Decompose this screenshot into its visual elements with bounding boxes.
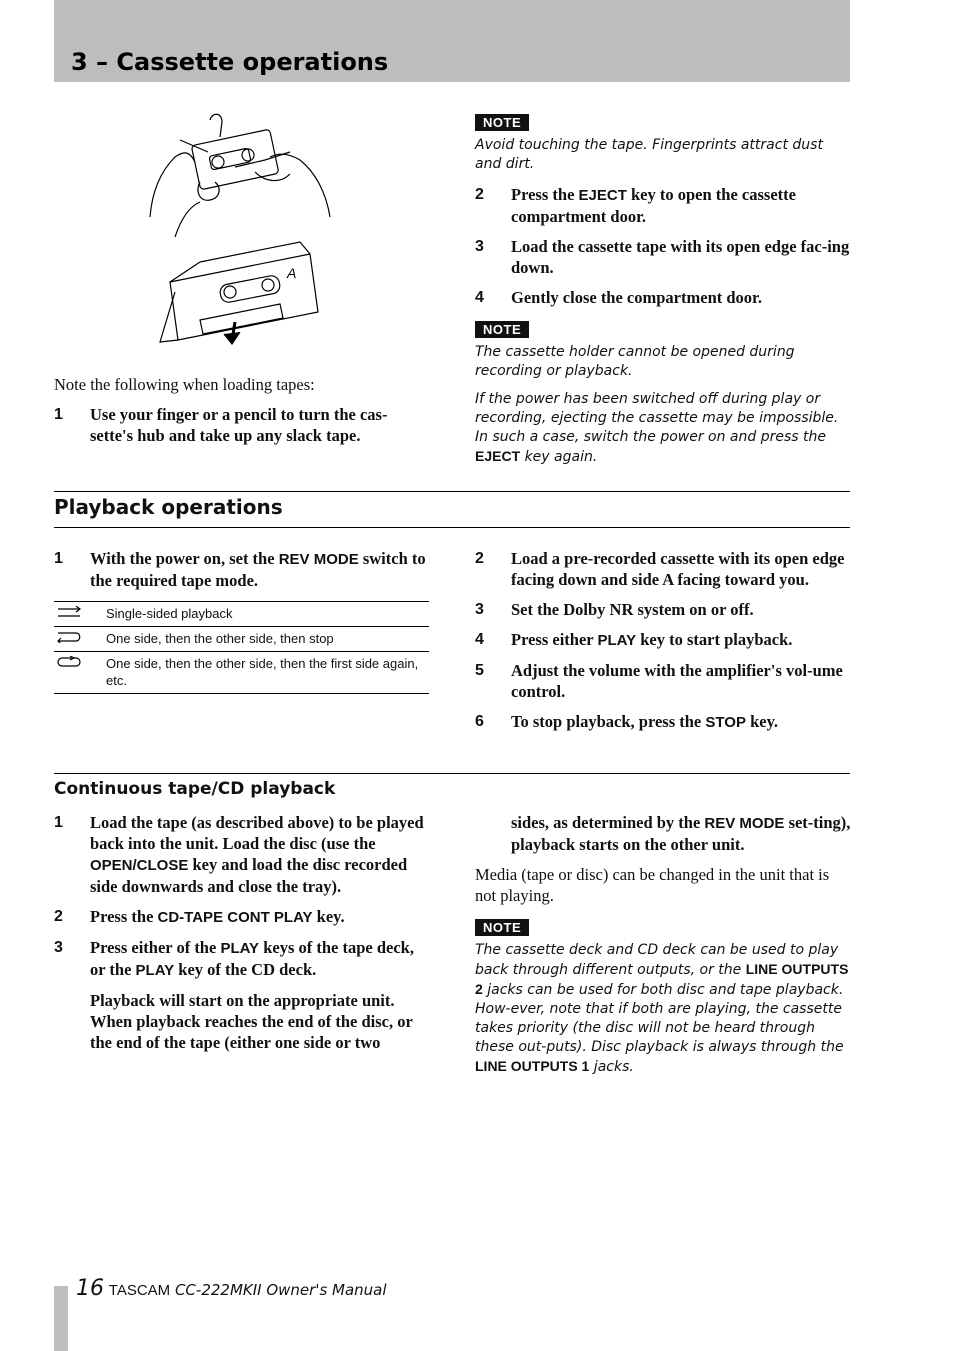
- step-text: Adjust the volume with the amplifier's vol-ume control.: [511, 661, 843, 701]
- step-text: Playback will start on the appropriate unit. When playback reaches the end of the disc, or the end of the tape (either one side or two: [90, 991, 413, 1052]
- rev-mode-table: [54, 601, 429, 694]
- table-row: [54, 652, 429, 694]
- playback-step-3: [475, 599, 850, 620]
- step-text: Use your finger or a pencil to turn the cas-sette's hub and take up any slack tape.: [90, 405, 388, 445]
- step-text: To stop playback, press the: [511, 712, 706, 731]
- top-left-column: [54, 374, 429, 446]
- play-key-label: PLAY: [135, 962, 175, 979]
- step-number: 2: [475, 186, 484, 203]
- section-rule: [54, 491, 850, 492]
- top-right-column: [475, 114, 850, 467]
- loading-step-4: [475, 287, 850, 308]
- footer: [76, 1276, 387, 1301]
- single-side-icon: [56, 606, 82, 618]
- continuous-right-column: [475, 812, 853, 1077]
- step-text: Press the: [511, 185, 579, 204]
- step-text: set-ting), playback starts on the other unit.: [511, 813, 851, 854]
- step-text: key and load the disc recorded side downwards and close the tray).: [90, 855, 408, 896]
- side-a-label: A: [287, 265, 297, 281]
- step-number: 6: [475, 713, 484, 730]
- step-text: Load the cassette tape with its open edge fac-ing down.: [511, 237, 850, 277]
- open-close-key-label: OPEN/CLOSE: [90, 857, 189, 874]
- mode-description: One side, then the other side, then the first side again, etc.: [106, 652, 429, 694]
- cassette-loading-illustration: [140, 112, 340, 352]
- section-rule: [54, 773, 850, 774]
- step-number: 3: [54, 939, 63, 956]
- loading-step-2: [475, 184, 850, 227]
- cd-tape-cont-play-key-label: CD-TAPE CONT PLAY: [157, 909, 313, 926]
- playback-step-1: [54, 548, 429, 591]
- note-text: The cassette deck and CD deck can be used to play back through different outputs, or the LINE OUTPUTS 2 jacks can be used for both disc and tape playback. How-ever, note that if both are playing, the cassette takes priority (the disc will not be heard through these out-puts). Disc playback is always through the LINE OUTPUTS 1 jacks.: [475, 942, 849, 1075]
- line-outputs-1-label: LINE OUTPUTS 1: [475, 1058, 590, 1074]
- step-number: 5: [475, 662, 484, 679]
- step-text: switch to the required tape mode.: [90, 549, 426, 590]
- continuous-step-3-continuation: [54, 990, 432, 1053]
- rev-mode-key-label: REV MODE: [278, 551, 359, 568]
- playback-section-title: Playback operations: [54, 495, 283, 519]
- stop-key-label: STOP: [705, 714, 746, 731]
- continuous-section-title: Continuous tape/CD playback: [54, 779, 336, 799]
- loading-step-1: [54, 404, 429, 446]
- continuous-step-3: [54, 937, 432, 981]
- step-text: key to start playback.: [636, 630, 793, 649]
- note-badge: NOTE: [475, 919, 529, 936]
- step-text: key.: [745, 712, 779, 731]
- eject-key-label: EJECT: [475, 448, 521, 464]
- step-text: key.: [312, 907, 345, 926]
- one-side-then-other-icon: [56, 631, 82, 643]
- step-number: 4: [475, 631, 484, 648]
- playback-step-5: [475, 660, 850, 702]
- playback-step-6: [475, 711, 850, 733]
- step-text: key of the CD deck.: [174, 960, 317, 979]
- step-text: Load a pre-recorded cassette with its open edge facing down and side A facing toward you.: [511, 549, 845, 589]
- step-number: 4: [475, 289, 484, 306]
- playback-left-column: [54, 548, 429, 694]
- step-number: 1: [54, 550, 63, 567]
- loading-step-3: [475, 236, 850, 278]
- mode-description: One side, then the other side, then stop: [106, 627, 429, 652]
- loading-intro: Note the following when loading tapes:: [54, 375, 315, 394]
- table-row: [54, 602, 429, 627]
- note-badge: NOTE: [475, 114, 529, 131]
- step-number: 3: [475, 601, 484, 618]
- step-text: Press either of the: [90, 938, 221, 957]
- page-number: 16: [76, 1276, 104, 1301]
- step-number: 2: [475, 550, 484, 567]
- step-text: Press either: [511, 630, 598, 649]
- step-text: With the power on, set the: [90, 549, 279, 568]
- manual-title: CC-222MKII Owner's Manual: [170, 1281, 387, 1299]
- step-number: 1: [54, 814, 63, 831]
- table-row: [54, 627, 429, 652]
- play-key-label: PLAY: [220, 940, 260, 957]
- step-number: 1: [54, 406, 63, 423]
- step-text: sides, as determined by the: [511, 813, 705, 832]
- continuous-step-1: [54, 812, 432, 897]
- playback-right-column: [475, 548, 850, 733]
- continuous-step-2: [54, 906, 432, 928]
- step-text: key to open the cassette compartment door.: [511, 185, 796, 226]
- media-change-text: Media (tape or disc) can be changed in the unit that is not playing.: [475, 865, 830, 905]
- mode-description: Single-sided playback: [106, 602, 429, 627]
- playback-step-4: [475, 629, 850, 651]
- step-text: Gently close the compartment door.: [511, 288, 762, 307]
- play-key-label: PLAY: [597, 632, 637, 649]
- step-text: Set the Dolby NR system on or off.: [511, 600, 754, 619]
- step-number: 3: [475, 238, 484, 255]
- continuous-loop-icon: [56, 656, 82, 668]
- continuous-left-column: [54, 812, 432, 1053]
- step-text: Press the: [90, 907, 158, 926]
- footer-bar: [54, 1286, 68, 1351]
- rev-mode-key-label: REV MODE: [704, 815, 785, 832]
- playback-step-2: [475, 548, 850, 590]
- note-text: The cassette holder cannot be opened during recording or playback.: [475, 344, 795, 379]
- step-text: keys of the tape deck, or the: [90, 938, 414, 979]
- continuous-step-3-continuation: [475, 812, 853, 855]
- line-outputs-2-label: LINE OUTPUTS 2: [475, 961, 849, 997]
- step-text: Load the tape (as described above) to be played back into the unit. Load the disc (use the: [90, 813, 424, 853]
- eject-key-label: EJECT: [578, 187, 627, 204]
- note-badge: NOTE: [475, 321, 529, 338]
- note-text: Avoid touching the tape. Fingerprints attract dust and dirt.: [475, 137, 823, 172]
- brand-name: TASCAM: [108, 1282, 171, 1299]
- page-title: 3 – Cassette operations: [71, 48, 389, 76]
- section-rule: [54, 527, 850, 528]
- note-text: If the power has been switched off during play or recording, ejecting the cassette may be impossible. In such a case, switch the power on and press the EJECT key again.: [475, 391, 839, 465]
- step-number: 2: [54, 908, 63, 925]
